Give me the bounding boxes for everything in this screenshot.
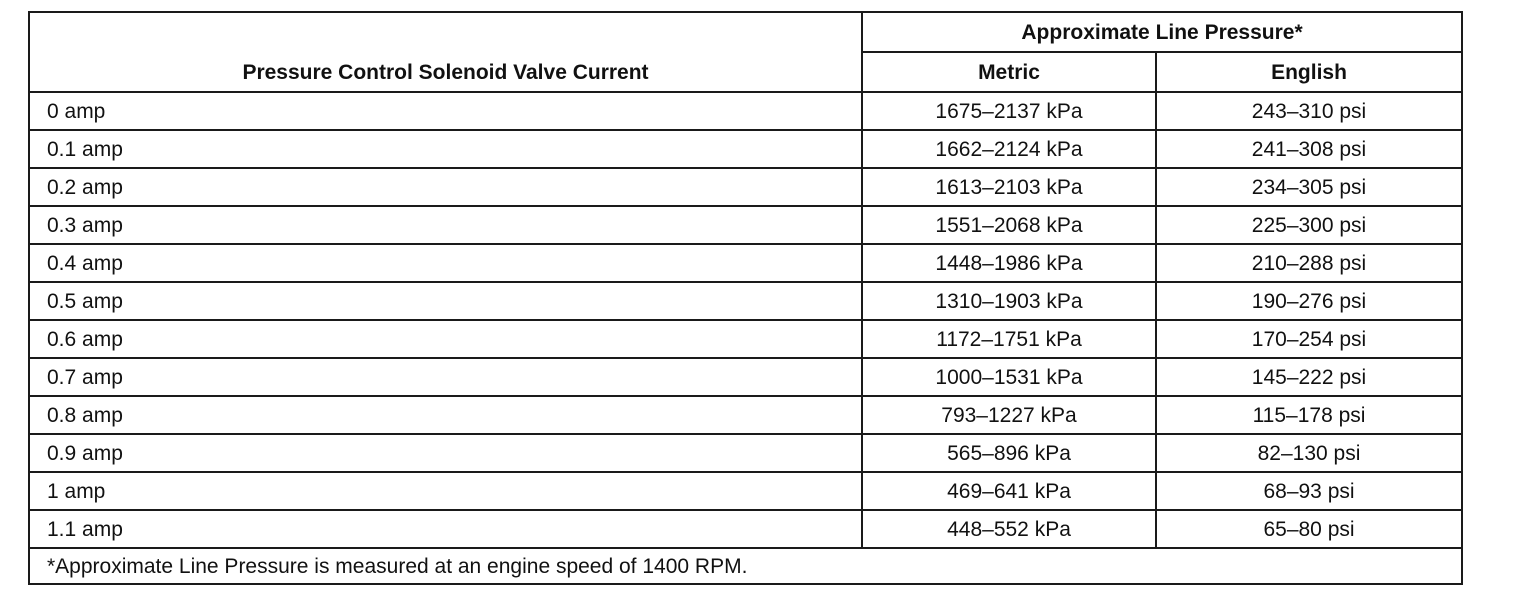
- english-cell: 210–288 psi: [1156, 244, 1462, 282]
- metric-cell: 793–1227 kPa: [862, 396, 1156, 434]
- current-cell: 0.5 amp: [29, 282, 862, 320]
- table-row: [29, 282, 1462, 320]
- metric-cell: 1613–2103 kPa: [862, 168, 1156, 206]
- current-cell: 0 amp: [29, 92, 862, 130]
- header-metric: Metric: [862, 52, 1156, 92]
- metric-cell: 1000–1531 kPa: [862, 358, 1156, 396]
- english-cell: 241–308 psi: [1156, 130, 1462, 168]
- current-cell: 0.1 amp: [29, 130, 862, 168]
- english-cell: 68–93 psi: [1156, 472, 1462, 510]
- table-row: [29, 510, 1462, 548]
- table-row: [29, 320, 1462, 358]
- metric-cell: 1662–2124 kPa: [862, 130, 1156, 168]
- english-cell: 82–130 psi: [1156, 434, 1462, 472]
- metric-cell: 1172–1751 kPa: [862, 320, 1156, 358]
- english-cell: 170–254 psi: [1156, 320, 1462, 358]
- table-row: [29, 206, 1462, 244]
- table-row: [29, 92, 1462, 130]
- table-row: [29, 396, 1462, 434]
- header-solenoid-current: Pressure Control Solenoid Valve Current: [29, 12, 862, 92]
- current-cell: 0.2 amp: [29, 168, 862, 206]
- table-row: [29, 472, 1462, 510]
- current-cell: 0.7 amp: [29, 358, 862, 396]
- metric-cell: 565–896 kPa: [862, 434, 1156, 472]
- metric-cell: 469–641 kPa: [862, 472, 1156, 510]
- current-cell: 1.1 amp: [29, 510, 862, 548]
- footnote-row: [29, 548, 1462, 584]
- english-cell: 190–276 psi: [1156, 282, 1462, 320]
- footnote: *Approximate Line Pressure is measured at an engine speed of 1400 RPM.: [29, 548, 1462, 584]
- table-row: [29, 168, 1462, 206]
- english-cell: 145–222 psi: [1156, 358, 1462, 396]
- metric-cell: 1448–1986 kPa: [862, 244, 1156, 282]
- header-english: English: [1156, 52, 1462, 92]
- table-row: [29, 434, 1462, 472]
- english-cell: 243–310 psi: [1156, 92, 1462, 130]
- table-row: [29, 130, 1462, 168]
- header-row-top: [29, 12, 1462, 52]
- current-cell: 0.3 amp: [29, 206, 862, 244]
- current-cell: 0.4 amp: [29, 244, 862, 282]
- current-cell: 0.6 amp: [29, 320, 862, 358]
- metric-cell: 1310–1903 kPa: [862, 282, 1156, 320]
- line-pressure-table: [28, 11, 1463, 585]
- pressure-table-container: [28, 11, 1461, 585]
- english-cell: 234–305 psi: [1156, 168, 1462, 206]
- current-cell: 0.8 amp: [29, 396, 862, 434]
- metric-cell: 448–552 kPa: [862, 510, 1156, 548]
- english-cell: 65–80 psi: [1156, 510, 1462, 548]
- metric-cell: 1551–2068 kPa: [862, 206, 1156, 244]
- header-approx-line-pressure: Approximate Line Pressure*: [862, 12, 1462, 52]
- current-cell: 0.9 amp: [29, 434, 862, 472]
- english-cell: 115–178 psi: [1156, 396, 1462, 434]
- table-body: [29, 92, 1462, 548]
- current-cell: 1 amp: [29, 472, 862, 510]
- english-cell: 225–300 psi: [1156, 206, 1462, 244]
- table-row: [29, 244, 1462, 282]
- table-row: [29, 358, 1462, 396]
- metric-cell: 1675–2137 kPa: [862, 92, 1156, 130]
